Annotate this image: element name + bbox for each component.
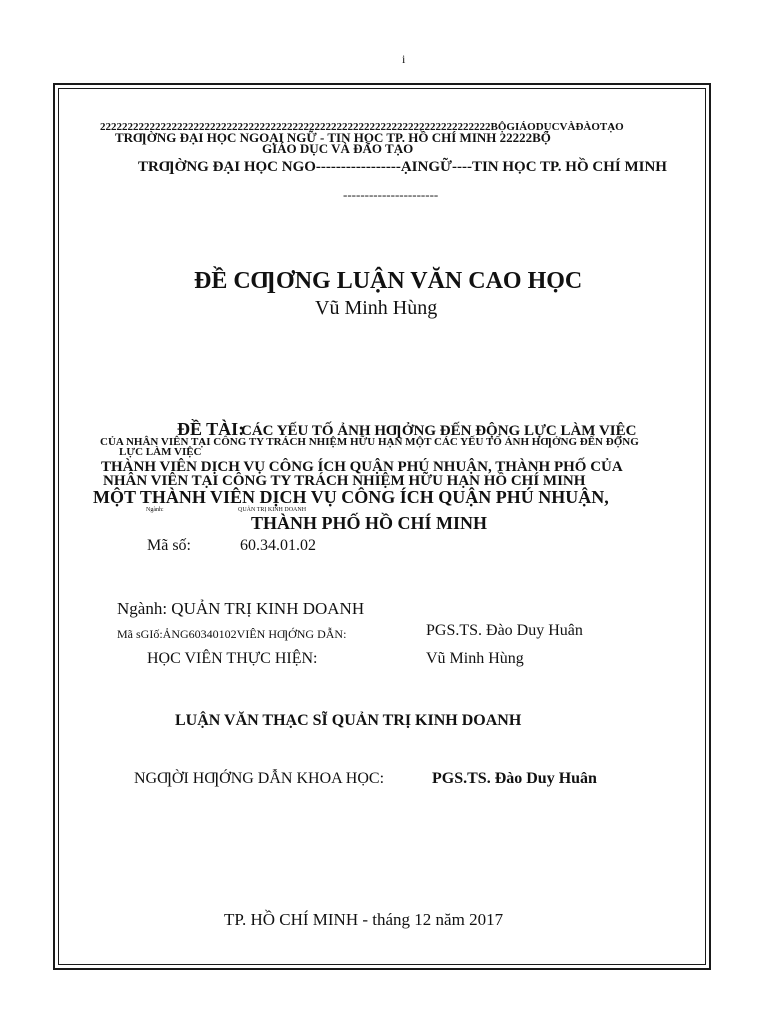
student-label: HỌC VIÊN THỰC HIỆN: [147, 650, 318, 667]
topic-line-6: MỘT THÀNH VIÊN DỊCH VỤ CÔNG ÍCH QUẬN PHÚ NHUẬN, [93, 487, 609, 507]
topic-line-1: CÁC YẾU TỐ ẢNH HƢỞNG ĐẾN ĐỘNG LỰC LÀM VIỆC [241, 423, 637, 439]
topic-line-5: NHÂN VIÊN TẠI CÔNG TY TRÁCH NHIỆM HỮU HẠN HỒ CHÍ MINH [103, 473, 586, 489]
advisor-value: PGS.TS. Đào Duy Huân [426, 622, 583, 639]
major-line: Ngành: QUẢN TRỊ KINH DOANH [117, 599, 365, 618]
supervisor-label: NGƢỜI HƢỚNG DẪN KHOA HỌC: [134, 770, 385, 787]
header-line-3: GIÁO DỤC VÀ ĐÀO TẠO [262, 141, 414, 156]
place-date: TP. HỒ CHÍ MINH - tháng 12 năm 2017 [224, 910, 504, 929]
page-number: i [402, 52, 406, 66]
thesis-type: LUẬN VĂN THẠC SĨ QUẢN TRỊ KINH DOANH [175, 712, 522, 729]
student-value: Vũ Minh Hùng [426, 650, 524, 667]
tiny-major-label: Ngành: [146, 507, 164, 513]
code-label: Mã số: [147, 537, 191, 554]
header-line-4: TRƢỜNG ĐẠI HỌC NGO-----------------ẠINGỮ----TIN HỌC TP. HỒ CHÍ MINH [138, 159, 667, 175]
advisor-label: Mã sGIố:ẢNG60340102VIÊN HƢỚNG DẪN: [117, 627, 347, 641]
topic-line-4: THÀNH VIÊN DỊCH VỤ CÔNG ÍCH QUẬN PHÚ NHUẬN, THÀNH PHỐ CỦA [101, 459, 623, 475]
code-value: 60.34.01.02 [240, 537, 316, 554]
topic-label: ĐỀ TÀI: [177, 419, 245, 439]
topic-line-7: THÀNH PHỐ HỒ CHÍ MINH [251, 513, 488, 533]
tiny-major-value: QUẢN TRỊ KINH DOANH [238, 507, 307, 513]
topic-line-3: LỰC LÀM VIỆC [119, 446, 202, 458]
supervisor-value: PGS.TS. Đào Duy Huân [432, 770, 597, 787]
header-line-1: 22222222222222222222222222222222222222222222222222222222222222222222222BỘGIÁODỤCVÀĐÀOTẠO [100, 121, 624, 133]
topic-line-2: CỦA NHÂN VIÊN TẠI CÔNG TY TRÁCH NHIỆM HỮU HẠN MỘT CÁC YẾU TỐ ẢNH HƢỞNG ĐẾN ĐỘNG [100, 436, 639, 448]
document-title: ĐỀ CƢƠNG LUẬN VĂN CAO HỌC [194, 268, 583, 294]
header-line-2: TRƢỜNG ĐẠI HỌC NGOẠI NGỮ - TIN HỌC TP. HỒ CHÍ MINH 22222BỘ [115, 130, 551, 145]
author-name-top: Vũ Minh Hùng [315, 297, 438, 319]
header-separator: ---------------------- [343, 187, 439, 202]
